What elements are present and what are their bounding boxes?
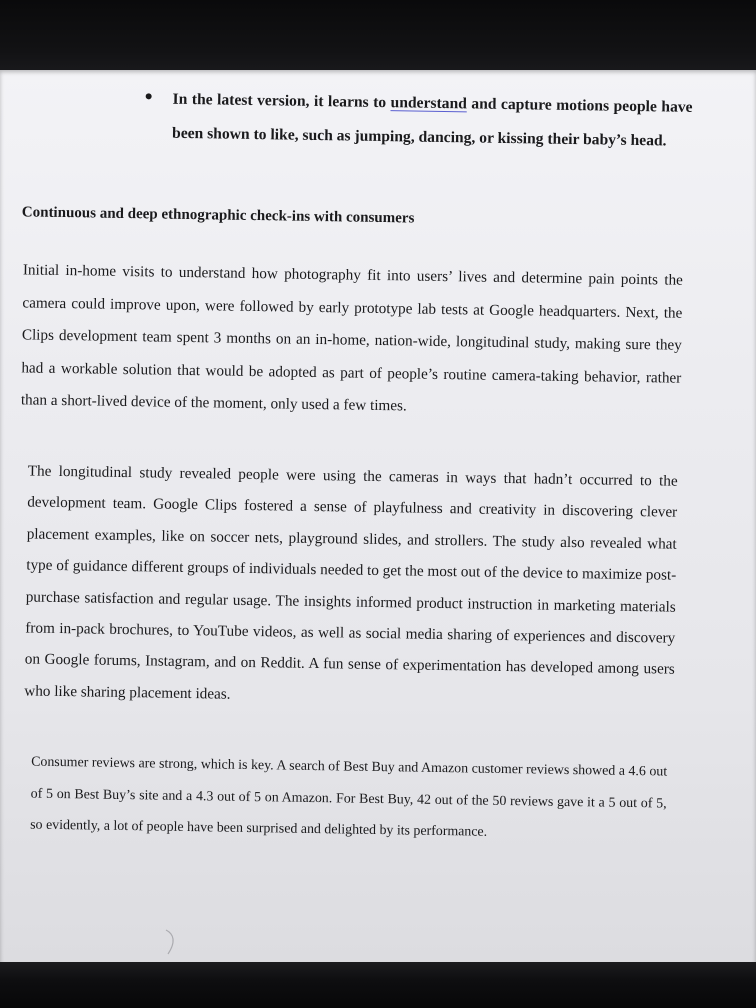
bullet-text-start: In the latest version, it learns to (172, 90, 391, 112)
section-heading: Continuous and deep ethnographic check-ins with consumers (21, 204, 415, 227)
understand-link[interactable]: understand (390, 94, 468, 113)
paragraph-home-visits: Initial in-home visits to understand how photography fit into users’ lives and determine pain points the camera could improve upon, were followed by early prototype lab tests at Google headquarters. Next, the Clips development team spent 3 months on an in-home, nation-wide, longitudinal study, making sure they had a workable solution that would be adopted as part of people’s routine camera-taking behavior, rather than a short-lived device of the moment, only used a few times. (20, 261, 683, 415)
bullet-text (172, 83, 693, 159)
paragraph-longitudinal-study: The longitudinal study revealed people were using the cameras in ways that hadn’t occurred to the development team. Google Clips fostered a sense of playfulness and creativity in discovering clever placement examples, like on soccer nets, playground slides, and strollers. The study also revealed what type of guidance different groups of individuals needed to get the most out of the device to maximize post-purchase satisfaction and regular usage. The insights informed product instruction in marketing materials from in-pack brochures, to YouTube videos, as well as social media sharing of experiences and discovery on Google forums, Instagram, and on Reddit. A fun sense of experimentation has developed among users who like sharing placement ideas. (24, 462, 678, 703)
bullet-text-end: and capture motions people have been shown to like, such as jumping, dancing, or kissing their baby’s head. (171, 95, 693, 150)
monitor-bezel-top (0, 0, 756, 74)
paragraph-consumer-reviews: Consumer reviews are strong, which is key. A search of Best Buy and Amazon customer reviews showed a 4.6 out of 5 on Best Buy’s site and a 4.3 out of 5 on Amazon. For Best Buy, 42 out of the 50 reviews gave it a 5 out of 5, so evidently, a lot of people have been surprised and delighted by its performance. (30, 754, 668, 840)
bullet-icon (146, 93, 152, 99)
monitor-bezel-bottom (0, 962, 756, 1008)
pen-mark-icon (160, 924, 200, 964)
